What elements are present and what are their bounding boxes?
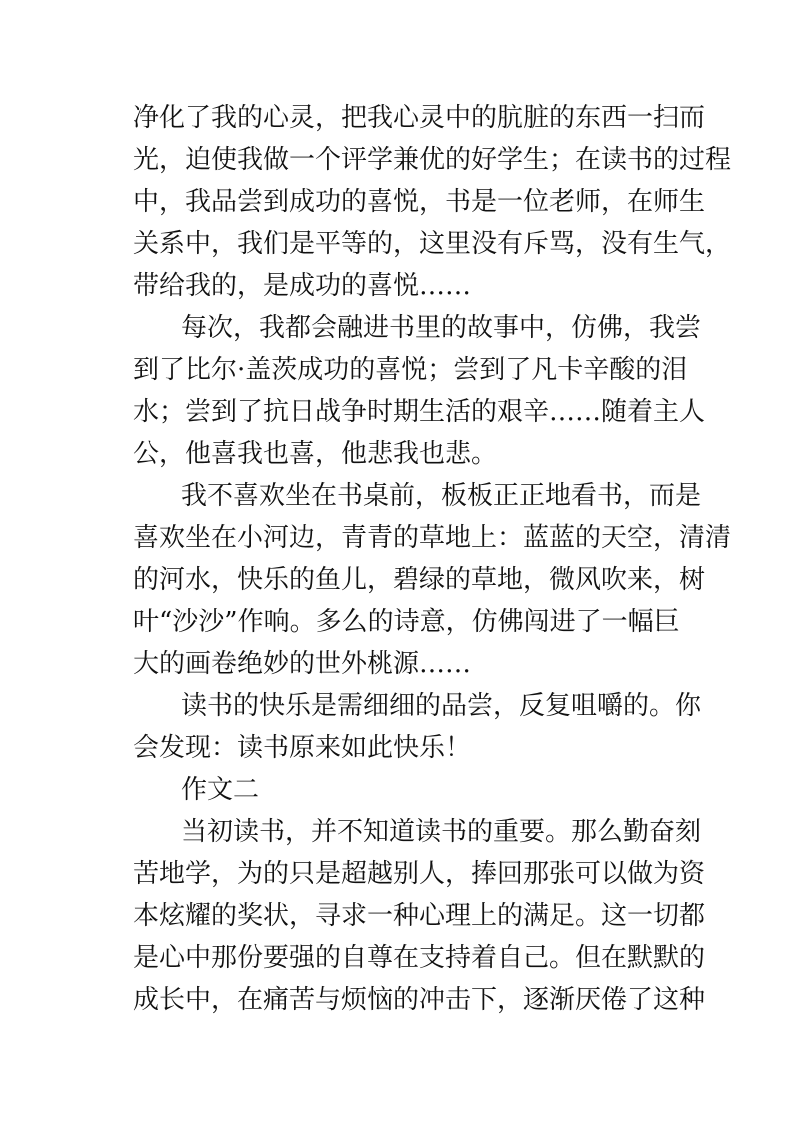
text-line: 公，他喜我也喜，他悲我也悲。 bbox=[133, 439, 498, 469]
text-line: 本炫耀的奖状，寻求一种心理上的满足。这一切都 bbox=[133, 901, 706, 931]
text-line: 水；尝到了抗日战争时期生活的艰辛……随着主人 bbox=[133, 397, 706, 427]
text-line: 带给我的，是成功的喜悦…… bbox=[133, 271, 472, 301]
text-line: 喜欢坐在小河边，青青的草地上：蓝蓝的天空，清清 bbox=[133, 523, 732, 553]
text-line: 净化了我的心灵，把我心灵中的肮脏的东西一扫而 bbox=[133, 103, 706, 133]
text-line: 叶“沙沙”作响。多么的诗意，仿佛闯进了一幅巨 bbox=[133, 607, 680, 637]
paragraph-first-line: 读书的快乐是需细细的品尝，反复咀嚼的。你 bbox=[181, 691, 702, 721]
text-line: 光，迫使我做一个评学兼优的好学生；在读书的过程 bbox=[133, 145, 732, 175]
paragraph-first-line: 我不喜欢坐在书桌前，板板正正地看书，而是 bbox=[181, 481, 702, 511]
paragraph-first-line: 每次，我都会融进书里的故事中，仿佛，我尝 bbox=[181, 313, 702, 343]
text-line: 到了比尔·盖茨成功的喜悦；尝到了凡卡辛酸的泪 bbox=[133, 355, 688, 385]
text-line: 是心中那份要强的自尊在支持着自己。但在默默的 bbox=[133, 943, 706, 973]
section-heading: 作文二 bbox=[181, 775, 260, 805]
text-line: 苦地学，为的只是超越别人，捧回那张可以做为资 bbox=[133, 859, 706, 889]
text-line: 会发现：读书原来如此快乐！ bbox=[133, 733, 472, 763]
text-line: 大的画卷绝妙的世外桃源…… bbox=[133, 649, 472, 679]
text-line: 成长中，在痛苦与烦恼的冲击下，逐渐厌倦了这种 bbox=[133, 985, 706, 1015]
text-line: 关系中，我们是平等的，这里没有斥骂，没有生气， bbox=[133, 229, 732, 259]
text-line: 的河水，快乐的鱼儿，碧绿的草地，微风吹来，树 bbox=[133, 565, 706, 595]
text-line: 中，我品尝到成功的喜悦，书是一位老师，在师生 bbox=[133, 187, 706, 217]
paragraph-first-line: 当初读书，并不知道读书的重要。那么勤奋刻 bbox=[181, 817, 702, 847]
